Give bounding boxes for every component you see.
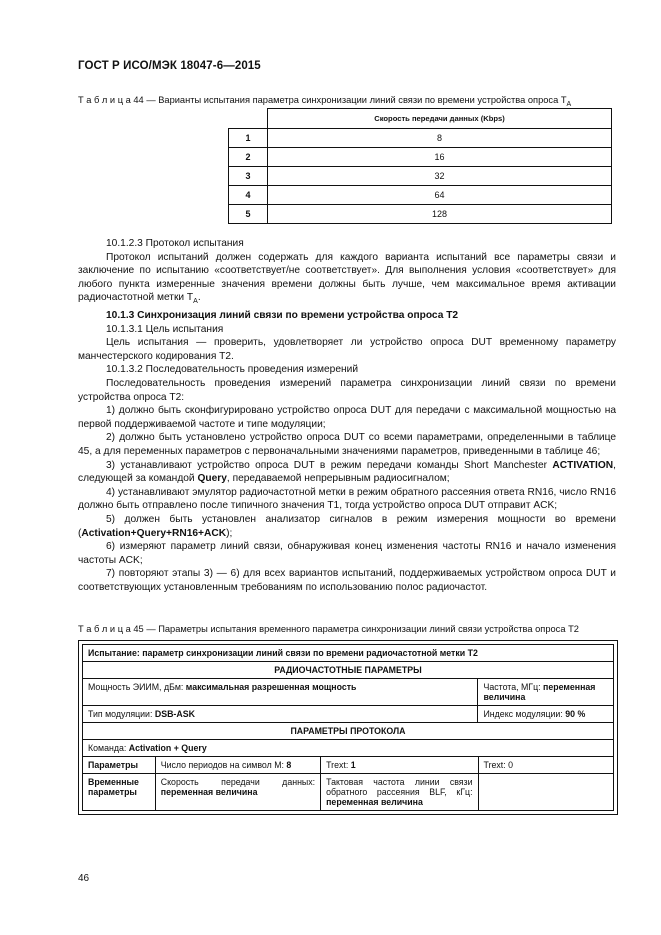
table45-caption-prefix: Т а б л и ц а [78,624,131,634]
data-rate-label: Скорость передачи данных: [160,777,316,787]
row-number: 3 [229,167,268,186]
trext1-value: 1 [350,760,356,770]
row-value: 16 [268,148,612,167]
table-row [229,186,612,205]
step-6: 6) измеряют параметр линий связи, обнаруживая конец изменения частоты RN16 и начало изменения частоты ACK; [78,541,616,566]
table44-caption-prefix: Т а б л и ц а [78,95,131,105]
protocol-parameters-header: ПАРАМЕТРЫ ПРОТОКОЛА [290,726,406,736]
periods-value: 8 [286,760,292,770]
table44-caption-text: 44 — Варианты испытания параметра синхронизации линий связи по времени устройства опроса T [133,95,567,105]
blf-label: Тактовая частота линии связи обратного рассеяния BLF, кГц: [326,777,473,797]
params-label: Параметры [88,760,138,770]
step-5-text-a: 5) должен быть установлен анализатор сигналов в режим измерения мощности во времени ( [78,513,616,539]
row-number: 2 [229,148,268,167]
modulation-cell [83,706,477,722]
table-row [229,148,612,167]
section-10-1-3-2: 10.1.3.2 Последовательность проведения измерений [106,364,359,376]
trext0-value: 0 [508,760,514,770]
page-number: 46 [78,873,90,884]
table45-caption [78,624,579,634]
table45-timing-row [83,773,613,810]
table45-params-row [83,756,613,773]
step-3-text-c: , следующей за командой [78,459,616,485]
table45-caption-text: 45 — Параметры испытания временного параметра синхронизации линий связи устройства опроса T2 [133,624,579,634]
section-10-1-3-1: 10.1.3.1 Цель испытания [106,323,224,335]
periods-cell [155,757,320,773]
periods-label: Число периодов на символ M: [160,760,287,770]
table45-title: Испытание: параметр синхронизации линий связи по времени радиочастотной метки T2 [88,648,478,658]
modulation-index-label: Индекс модуляции: [483,709,566,719]
modulation-value: DSB-ASK [154,709,195,719]
data-rate-value: переменная величина [160,787,258,797]
body-text [78,237,616,594]
power-value: максимальная разрешенная мощность [185,682,357,692]
frequency-cell [477,679,613,705]
command-label: Команда: [88,743,129,753]
timing-label: Временные параметры [88,777,139,797]
table44-caption-sub: A [566,100,572,108]
empty-cell [478,774,613,810]
table44-column-header: Скорость передачи данных (Kbps) [268,109,612,129]
trext1-label: Trext: [326,760,351,770]
table45-modulation-row [83,705,613,722]
modulation-label: Тип модуляции: [88,709,155,719]
row-value: 32 [268,167,612,186]
section-10-1-3: 10.1.3 Синхронизация линий связи по времени устройства опроса T2 [106,310,459,321]
table45-command-row [83,739,613,756]
page-header: ГОСТ Р ИСО/МЭК 18047-6—2015 [78,60,261,72]
row-value: 128 [268,205,612,224]
trext0-cell [478,757,613,773]
table45-power-row [83,678,613,705]
step-2: 2) должно быть установлено устройство опроса DUT со всеми параметрами, определенными в таблице 45, а для переменных параметров с первоначальными значениями параметров, приведенными в таблице 46; [78,432,616,457]
trext1-cell [320,757,477,773]
step-3-query: Query [197,473,227,485]
table45-title-row [83,645,613,661]
step-3-text-e: , передаваемой непрерывным радиосигналом; [226,473,450,485]
frequency-value: переменная величина [483,682,596,702]
step-3-text-a: 3) устанавливают устройство опроса DUT в режим передачи команды Short Manchester [106,459,553,471]
table-row [229,167,612,186]
data-rate-cell [155,774,320,810]
modulation-index-cell [477,706,613,722]
step-7: 7) повторяют этапы 3) — 6) для всех вариантов испытаний, поддерживаемых устройством опроса DUT и соответствующих установленным требованиям по использованию полос радиочастот. [78,568,616,593]
row-number: 1 [229,129,268,148]
table45-rf-header-row [83,661,613,678]
paragraph-goal: Цель испытания — проверить, удовлетворяет ли устройство опроса DUT временному параметру манчестерского кодирования T2. [78,337,616,362]
row-number: 4 [229,186,268,205]
table-row [229,129,612,148]
step-5 [78,513,616,540]
power-cell [83,679,477,705]
step-3-activation: ACTIVATION [552,459,614,471]
table45-inner [82,644,614,811]
step-5-text-c: ); [226,527,233,539]
table45 [78,640,618,815]
step-5-sequence: Activation+Query+RN16+ACK [81,527,227,539]
row-value: 8 [268,129,612,148]
modulation-index-value: 90 % [565,709,586,719]
table44-caption [78,95,571,108]
table44 [228,108,612,224]
frequency-label: Частота, МГц: [483,682,543,692]
rf-parameters-header: РАДИОЧАСТОТНЫЕ ПАРАМЕТРЫ [274,665,422,675]
table45-proto-header-row [83,722,613,739]
blf-value: переменная величина [326,797,423,807]
step-4: 4) устанавливают эмулятор радиочастотной метки в режим обратного рассеяния ответа RN16, число RN16 должно быть отправлено после типичного значения T1, тогда устройство опроса DUT отправит ACK; [78,486,616,512]
command-value: Activation + Query [128,743,207,753]
step-1: 1) должно быть сконфигурировано устройство опроса DUT для передачи с максимальной мощностью на первой поддерживаемой частоте и типе модуляции; [78,405,616,430]
paragraph-sequence: Последовательность проведения измерений параметра синхронизации линий связи по времени устройства опроса T2: [78,377,616,403]
trext0-label: Trext: [483,760,509,770]
step-3 [78,459,616,486]
section-10-1-2-3: 10.1.2.3 Протокол испытания [106,238,244,249]
blf-cell [320,774,477,810]
paragraph-protocol-text: Протокол испытаний должен содержать для каждого варианта испытаний все параметры связи и заключение по испытанию «соответствует/не соответствует». Для выполнения условия «соответствует» для любого пункта измеренные значения времени должны быть лучше, чем максимальное время активации радиочастотной метки T [78,251,616,304]
paragraph-protocol-sub: A [193,298,198,306]
table44-corner [229,109,268,129]
row-number: 5 [229,205,268,224]
command-cell [83,740,212,756]
paragraph-protocol: Протокол испытаний должен содержать для каждого варианта испытаний все параметры связи и заключение по испытанию «соответствует/не соответствует». Для выполнения условия «соответствует» для любого пункта измеренные значения времени должны быть лучше, чем максимальное время активации радиочастотной метки $T_A$. [78,251,616,306]
power-label: Мощность ЭИИМ, дБм: [88,682,186,692]
row-value: 64 [268,186,612,205]
table-row [229,205,612,224]
